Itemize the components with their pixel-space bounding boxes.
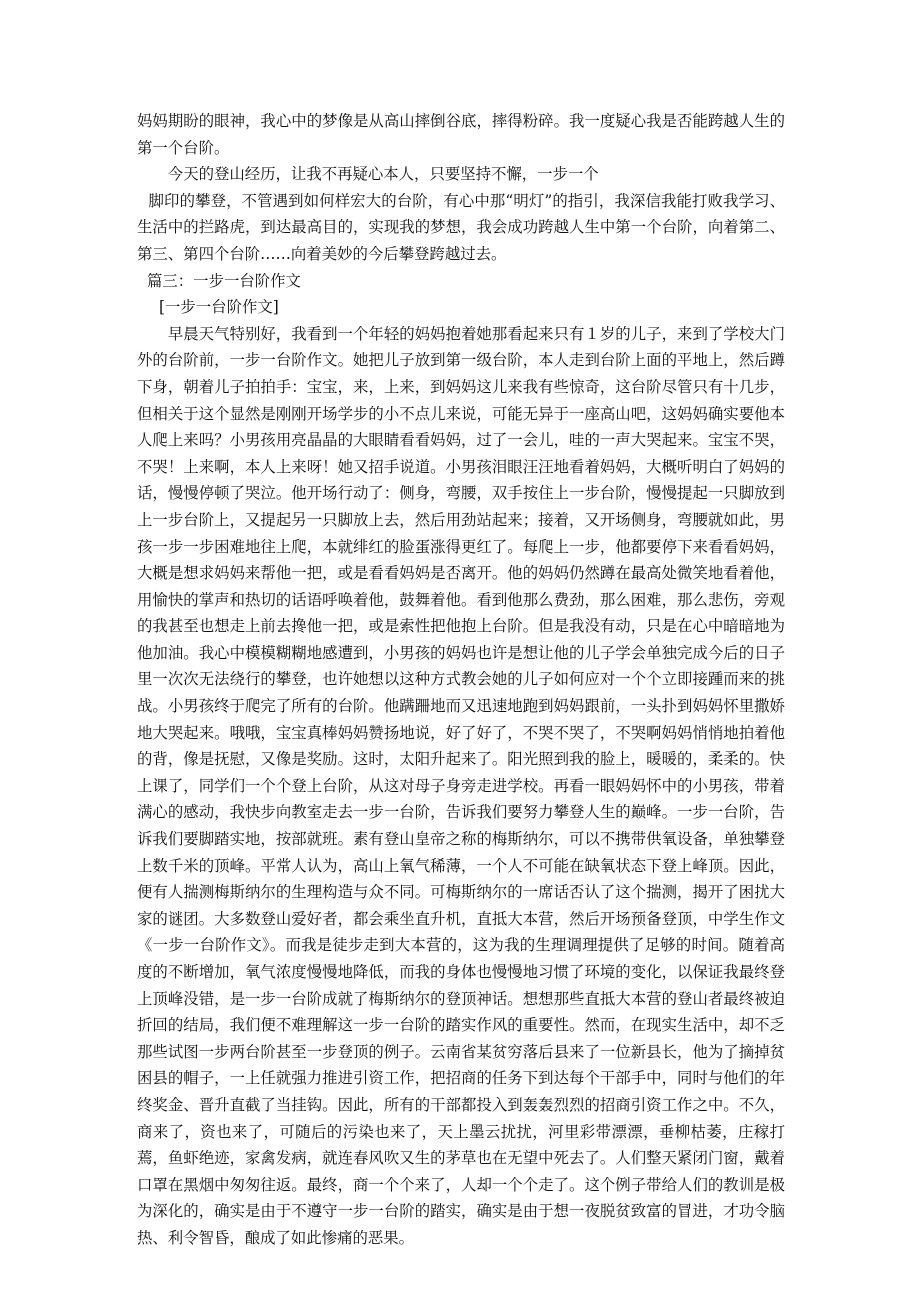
- paragraph-3: 脚印的攀登，不管遇到如何样宏大的台阶，有心中那“明灯”的指引，我深信我能打败我学习、生活中的拦路虎，到达最高目的，实现我的梦想，我会成功跨越人生中第一个台阶，向着第二、第三、第四个台阶……向着美妙的今后攀登跨越过去。: [137, 191, 785, 263]
- document-page: [137, 108, 785, 1252]
- section-subheading: [一步一台阶作文]: [159, 298, 279, 317]
- paragraph-2: 今天的登山经历，让我不再疑心本人，只要坚持不懈，一步一个: [167, 165, 599, 184]
- paragraph-body: 早晨天气特别好，我看到一个年轻的妈妈抱着她那看起来只有１岁的儿子，来到了学校大门外的台阶前，一步一台阶作文。她把儿子放到第一级台阶，本人走到台阶上面的平地上，然后蹲下身，朝着儿子拍拍手：宝宝，来，上来，到妈妈这儿来我有些惊奇，这台阶尽管只有十几步，但相关于这个显然是刚刚开场学步的小不点儿来说，可能无异于一座高山吧，这妈妈确实要他本人爬上来吗？小男孩用亮晶晶的大眼睛看看妈妈，过了一会儿，哇的一声大哭起来。宝宝不哭，不哭！上来啊，本人上来呀！她又招手说道。小男孩泪眼汪汪地看着妈妈，大概听明白了妈妈的话，慢慢停顿了哭泣。他开场行动了：侧身，弯腰，双手按住上一步台阶，慢慢提起一只脚放到上一步台阶上，又提起另一只脚放上去，然后用劲站起来；接着，又开场侧身，弯腰就如此，男孩一步一步困难地往上爬，本就绯红的脸蛋涨得更红了。每爬上一步，他都要停下来看看妈妈，大概是想求妈妈来帮他一把，或是看看妈妈是否离开。他的妈妈仍然蹲在最高处微笑地看着他，用愉快的掌声和热切的话语呼唤着他，鼓舞着他。看到他那么费劲，那么困难，那么悲伤，旁观的我甚至也想走上前去搀他一把，或是索性把他抱上台阶。但是我没有动，只是在心中暗暗地为他加油。我心中模模糊糊地感遭到，小男孩的妈妈也许是想让他的儿子学会单独完成今后的日子里一次次无法绕行的攀登，也许她想以这种方式教会她的儿子如何应对一个个立即接踵而来的挑战。小男孩终于爬完了所有的台阶。他蹒跚地而又迅速地跑到妈妈跟前，一头扑到妈妈怀里撒娇地大哭起来。哦哦，宝宝真棒妈妈赞扬地说，好了好了，不哭不哭了，不哭啊妈妈悄悄地拍着他的背，像是抚慰，又像是奖励。这时，太阳升起来了。阳光照到我的脸上，暖暖的，柔柔的。快上课了，同学们一个个登上台阶，从这对母子身旁走进学校。再看一眼妈妈怀中的小男孩，带着满心的感动，我快步向教室走去一步一台阶，告诉我们要努力攀登人生的巅峰。一步一台阶，告诉我们要脚踏实地，按部就班。素有登山皇帝之称的梅斯纳尔，可以不携带供氧设备，单独攀登上数千米的顶峰。平常人认为，高山上氧气稀薄，一个人不可能在缺氧状态下登上峰顶。因此，便有人揣测梅斯纳尔的生理构造与众不同。可梅斯纳尔的一席话否认了这个揣测，揭开了困扰大家的谜团。大多数登山爱好者，都会乘坐直升机，直抵大本营，然后开场预备登顶，中学生作文《一步一台阶作文》。而我是徒步走到大本营的，这为我的生理调理提供了足够的时间。随着高度的不断增加，氧气浓度慢慢地降低，而我的身体也慢慢地习惯了环境的变化，以保证我最终登上顶峰没错，是一步一台阶成就了梅斯纳尔的登顶神话。想想那些直抵大本营的登山者最终被迫折回的结局，我们便不难理解这一步一台阶的踏实作风的重要性。然而，在现实生活中，却不乏那些试图一步两台阶甚至一步登顶的例子。云南省某贫穷落后县来了一位新县长，他为了摘掉贫困县的帽子，一上任就强力推进引资工作，把招商的任务下到达每个干部手中，同时与他们的年终奖金、晋升直截了当挂钩。因此，所有的干部都投入到轰轰烈烈的招商引资工作之中。不久，商来了，资也来了，可随后的污染也来了，天上墨云扰扰，河里彩带漂漂，垂柳枯萎，庄稼打蔫，鱼虾绝迹，家禽发病，就连春风吹又生的茅草也在无望中死去了。人们整天紧闭门窗，戴着口罩在黑烟中匆匆往返。最终，商一个个来了，人却一个个走了。这个例子带给人们的教训是极为深化的，确实是由于不遵守一步一台阶的踏实，确实是由于想一夜脱贫致富的冒进，才功令脑热、利令智昏，酿成了如此惨痛的恶果。: [137, 324, 785, 1247]
- section-heading: 篇三：一步一台阶作文: [147, 271, 301, 290]
- paragraph-1: 妈妈期盼的眼神，我心中的梦像是从高山摔倒谷底，摔得粉碎。我一度疑心我是否能跨越人生的第一个台阶。: [137, 112, 785, 157]
